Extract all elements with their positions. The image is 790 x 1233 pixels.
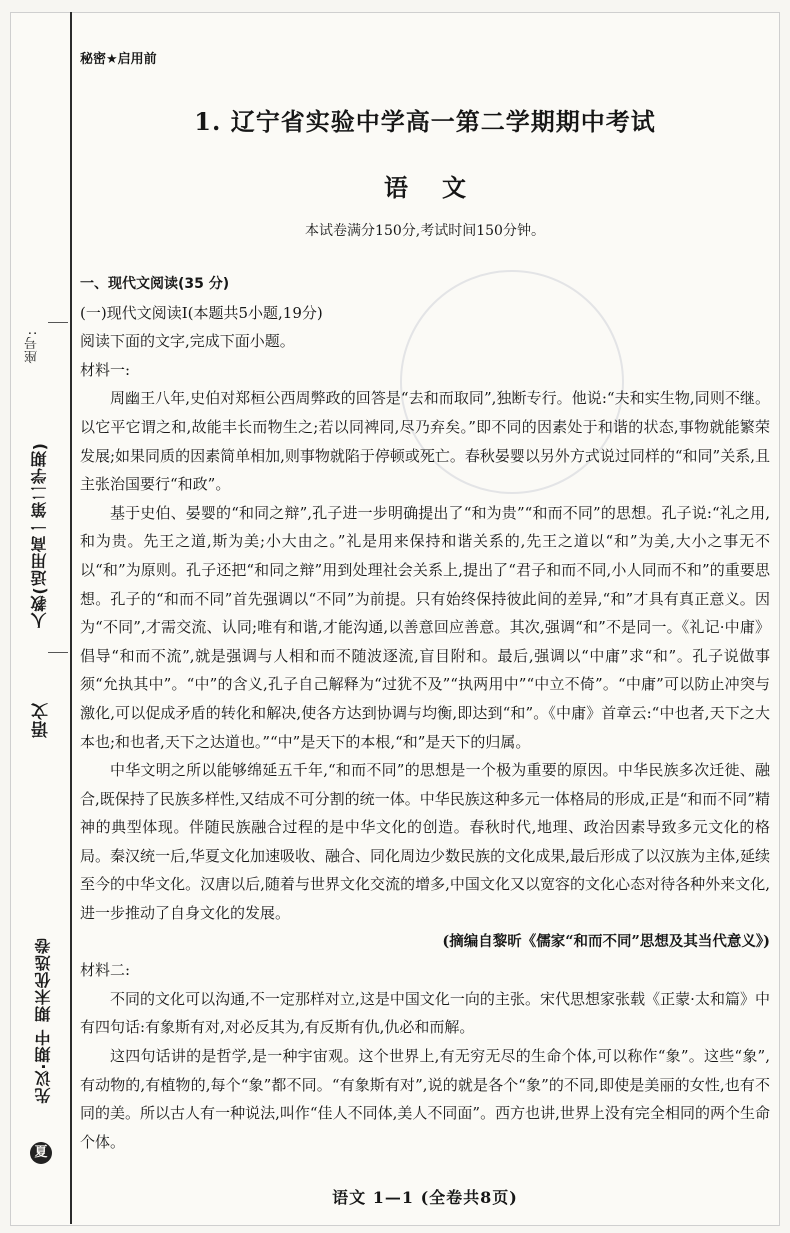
material-label: 材料二: xyxy=(80,961,131,980)
side-subject-label: 语文 xyxy=(32,702,52,738)
edition-label: 人教(适用高一第二学期) xyxy=(30,442,49,629)
page-footer: 语文 1—1 (全卷共8页) xyxy=(332,1188,518,1207)
material-paragraph: 中华文明之所以能够绵延五千年,“和而不同”的思想是一个极为重要的原因。中华民族多次迁徙、融合,既保持了民族多样性,又结成不可分割的统一体。中华民族这种多元一体格局的形成,正是“和而不同”精神的典型体现。伴随民族融合过程的是中华文化的创造。春秋时代,地理、政治因素导致多元文化的格局。秦汉统一后,华夏文化加速吸收、融合、同化周边少数民族的文化成果,最后形成了以汉族为主体,延续至今的中华文化。汉唐以后,随着与世界文化交流的增多,中国文化又以宽容的文化心态对待各种外来文化,进一步推动了自身文化的发展。 xyxy=(80,761,770,923)
reading-instruction: 阅读下面的文字,完成下面小题。 xyxy=(80,332,295,351)
material-paragraph: 不同的文化可以沟通,不一定那样对立,这是中国文化一向的主张。宋代思想家张载《正蒙·太和篇》中有四句话:有象斯有对,对必反其为,有反斯有仇,仇必和而解。 xyxy=(80,989,770,1037)
material-label: 材料一: xyxy=(80,360,131,379)
exam-info: 本试卷满分150分,考试时间150分钟。 xyxy=(305,223,545,239)
confidential-label: 秘密★启用前 xyxy=(80,52,157,67)
exam-body xyxy=(80,270,770,1156)
subsection-heading: (一)现代文阅读Ⅰ(本题共5小题,19分) xyxy=(80,303,323,322)
binding-strip xyxy=(10,12,72,1224)
brand-label: 先议·期中 期末优选卷 xyxy=(34,937,53,1104)
material-paragraph: 这四句话讲的是哲学,是一种宇宙观。这个世界上,有无穷无尽的生命个体,可以称作“象”。这些“象”,有动物的,有植物的,每个“象”都不同。“有象斯有对”,说的就是各个“象”的不同,即使是美丽的女性,也有不同的美。所以古人有一种说法,叫作“佳人不同体,美人不同面”。西方也讲,世界上没有完全相同的两个生命个体。 xyxy=(80,1047,770,1151)
seat-label: 座号: xyxy=(25,330,40,364)
brand-logo-icon: 夏 xyxy=(30,1142,52,1164)
material-paragraph: 周幽王八年,史伯对郑桓公西周弊政的回答是“去和而取同”,独断专行。他说:“夫和实生物,同则不继。以它平它谓之和,故能丰长而物生之;若以同裨同,尽乃弃矣。”即不同的因素处于和谐的状态,事物就能繁荣发展;如果同质的因素简单相加,则事物就陷于停顿或死亡。春秋晏婴以另外方式说过同样的“和同”关系,且主张治国要行“和政”。 xyxy=(80,389,770,494)
exam-title: 1. 辽宁省实验中学高一第二学期期中考试 xyxy=(194,107,656,136)
material-paragraph: 基于史伯、晏婴的“和同之辩”,孔子进一步明确提出了“和为贵”“和而不同”的思想。孔子说:“礼之用,和为贵。先王之道,斯为美;小大由之。”礼是用来保持和谐关系的,先王之道以“和”为美,大小之事无不以“和”为原则。孔子还把“和同之辩”用到处理社会关系上,提出了“君子和而不同,小人同而不和”的重要思想。孔子的“和而不同”首先强调以“不同”为前提。只有始终保持彼此间的差异,“和”才具有真正意义。因为“不同”,才需交流、认同;唯有和谐,才能沟通,以善意回应善意。其次,强调“和”不是同一。《礼记·中庸》倡导“和而不流”,就是强调与人相和而不随波逐流,盲目附和。最后,强调以“中庸”求“和”。孔子说做事须“允执其中”。“中”的含义,孔子自己解释为“过犹不及”“执两用中”“中立不倚”。“中庸”可以防止冲突与激化,可以促成矛盾的转化和解决,使各方达到协调与均衡,即达到“和”。《中庸》首章云:“中也者,天下之大本也;和也者,天下之达道也。”“中”是天下的本根,“和”是天下的归属。 xyxy=(80,503,770,751)
subject-title: 语文 xyxy=(384,173,500,202)
material-source: (摘编自黎昕《儒家“和而不同”思想及其当代意义》) xyxy=(442,932,770,950)
section-heading: 一、现代文阅读(35 分) xyxy=(80,276,230,292)
binding-line xyxy=(48,652,68,653)
binding-line xyxy=(48,322,68,323)
